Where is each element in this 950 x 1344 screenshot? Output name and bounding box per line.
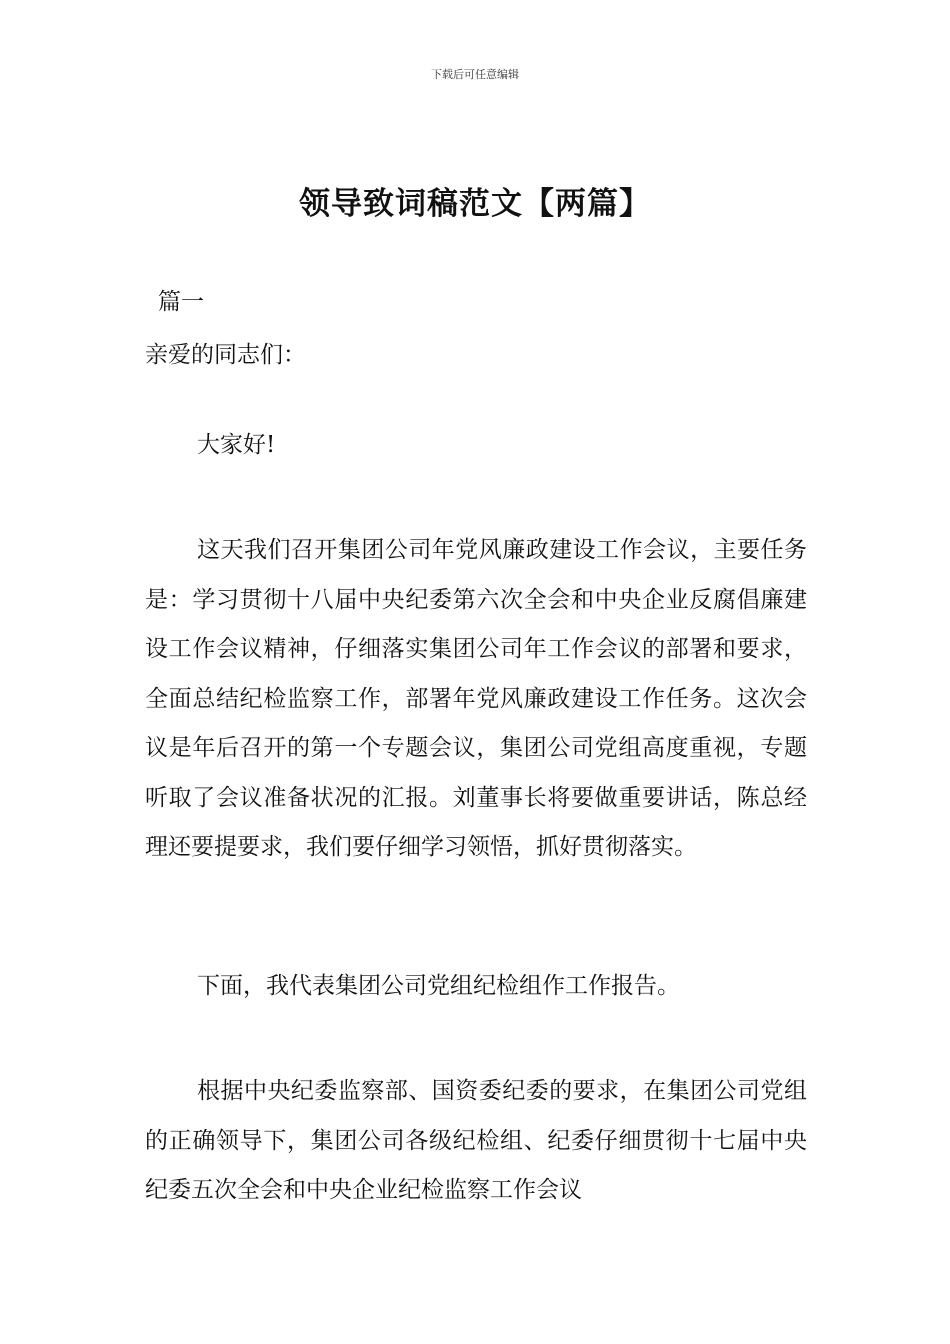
paragraph-meeting-intro: 这天我们召开集团公司年党风廉政建设工作会议，主要任务是：学习贯彻十八届中央纪委第六次全会和中央企业反腐倡廉建设工作会议精神，仔细落实集团公司年工作会议的部署和要求，全面总结纪检监察工作，部署年党风廉政建设工作任务。这次会议是年后召开的第一个专题会议，集团公司党组高度重视，专题听取了会议准备状况的汇报。刘董事长将要做重要讲话，陈总经理还要提要求，我们要仔细学习领悟，抓好贯彻落实。 [145, 537, 807, 860]
paragraph-report-body: 根据中央纪委监察部、国资委纪委的要求，在集团公司党组的正确领导下，集团公司各级纪检组、纪委仔细贯彻十七届中央纪委五次全会和中央企业纪检监察工作会议 [145, 1078, 807, 1203]
section-label: 篇一 [158, 289, 204, 315]
salutation: 亲爱的同志们： [145, 342, 306, 368]
document-title: 领导致词稿范文【两篇】 [299, 186, 651, 222]
paragraph-greeting: 大家好! [197, 432, 276, 458]
paragraph-report-intro: 下面，我代表集团公司党组纪检组作工作报告。 [197, 973, 680, 999]
header-note: 下载后可任意编辑 [431, 68, 519, 81]
